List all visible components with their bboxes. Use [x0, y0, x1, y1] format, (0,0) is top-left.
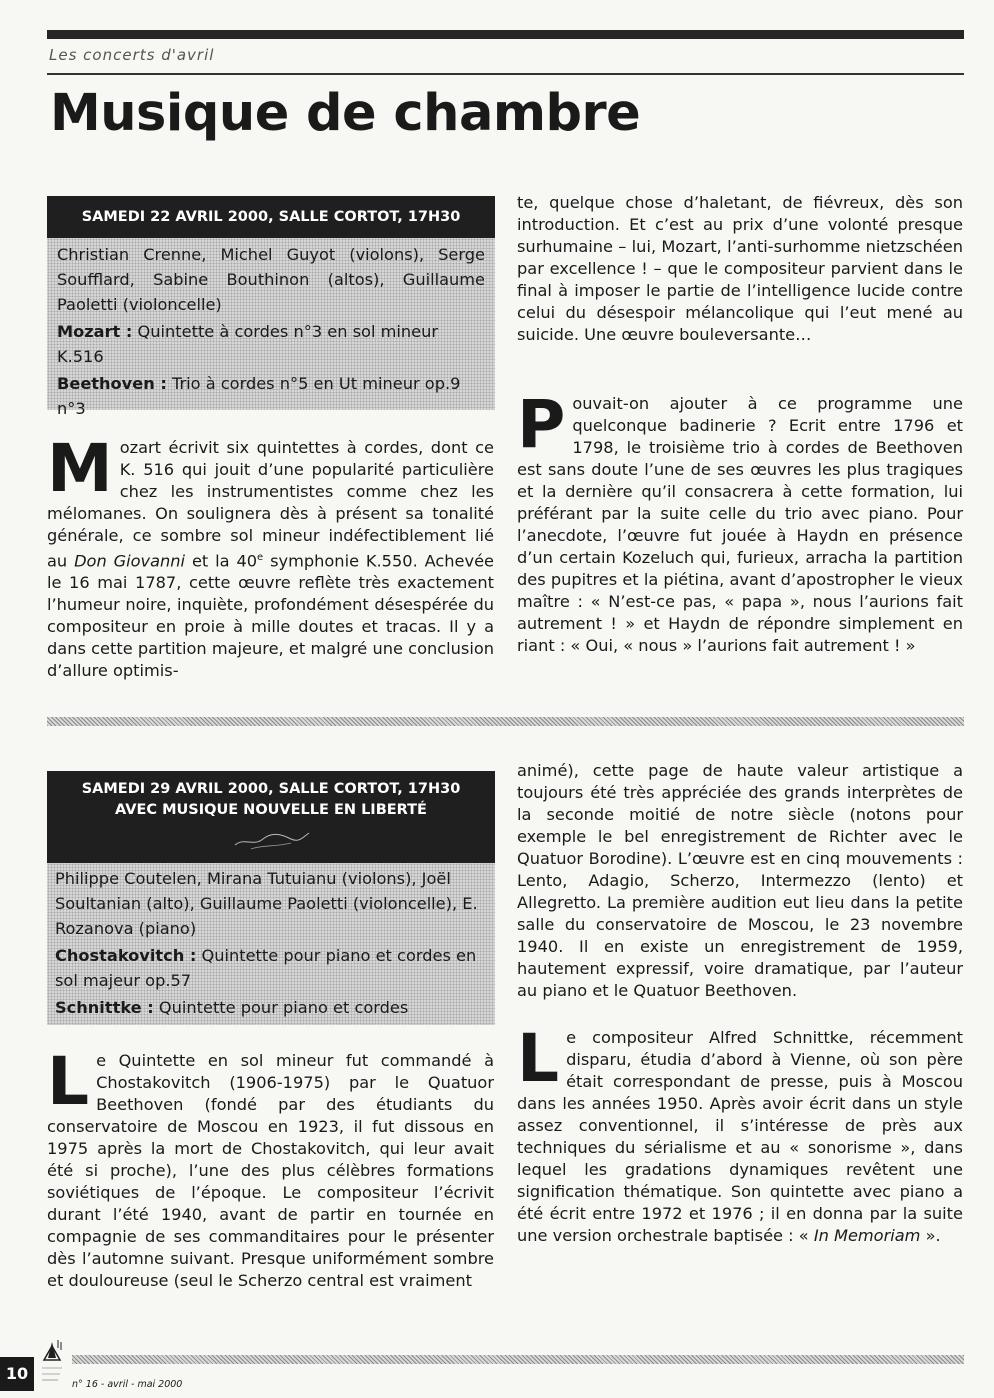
footer-separator	[72, 1355, 964, 1364]
concert-1-heading: SAMEDI 22 AVRIL 2000, SALLE CORTOT, 17H30	[47, 196, 495, 238]
issue-line: n° 16 - avril - mai 2000	[72, 1379, 183, 1390]
dropcap-m: M	[47, 430, 113, 507]
mozart-paragraph: Mozart écrivit six quintettes à cordes, dont ce K. 516 qui jouit d’une popularité particulière chez les instrumentistes comme chez les mélomanes. On soulignera dès à présent sa tonalité générale, ce sombre sol mineur indéfectiblement lié au Don Giovanni et la 40e symphonie K.550. Achevée le 16 mai 1787, cette œuvre reflète très exactement l’humeur noire, inquiète, profondément désespérée du compositeur en proie à mille doutes et tracas. Il y a dans cette partition majeure, et malgré une conclusion d’allure optimis-	[47, 430, 495, 681]
schnittke-paragraph: Le compositeur Alfred Schnittke, récemment disparu, étudia d’abord à Vienne, où son père était correspondant de presse, puis à Moscou dans les années 1950. Après avoir écrit dans un style assez conventionnel, il s’intéresse de près aux techniques du sérialisme et au « sonorisme », dans lequel les gradations dynamiques revêtent une signification thématique. Son quintette avec piano a été écrit entre 1972 et 1976 ; il en donna par la suite une version orchestrale baptisée : « In Memoriam ».	[517, 1020, 963, 1245]
concert-1-details	[47, 238, 495, 418]
header-divider	[47, 73, 964, 75]
concert-box-1	[47, 196, 495, 418]
chostakovitch-paragraph: Le Quintette en sol mineur fut commandé à Chostakovitch (1906-1975) par le Quatuor Beethoven (fondé par des étudiants du conservatoire de Moscou en 1923, il fut dissous en 1975 après la mort de Chostakovitch, qui leur avait été si proche), l’une des plus célèbres formations soviétiques de l’époque. Le compositeur l’écrivit durant l’été 1940, avant de partir en tournée en compagnie de ses commanditaires pour le présenter dès l’automne suivant. Presque uniformément sombre et douloureuse (seul le Scherzo central est vraiment	[47, 1043, 494, 1290]
concert-2-heading: SAMEDI 29 AVRIL 2000, SALLE CORTOT, 17H30 AVEC MUSIQUE NOUVELLE EN LIBERTÉ	[47, 771, 495, 863]
signature-scribble	[231, 827, 311, 851]
concert-2-performers: Philippe Coutelen, Mirana Tutuianu (violons), Joël Soultanian (alto), Guillaume Paoletti (violoncelle), E. Rozanova (piano)	[55, 869, 478, 938]
concert-box-2	[47, 771, 495, 1025]
concert-2-work-1: Chostakovitch : Quintette pour piano et cordes en sol majeur op.57	[55, 946, 477, 990]
publisher-logo-icon	[38, 1338, 66, 1390]
concert-1-work-1: Mozart : Quintette à cordes n°3 en sol mineur K.516	[57, 322, 439, 366]
mozart-paragraph-continued: te, quelque chose d’haletant, de fiévreux, dès son introduction. Et c’est au prix d’une volonté presque surhumaine – lui, Mozart, l’anti-surhomme nietzschéen par excellence ! – que le compositeur parvient dans le final à imposer le partie de l’intelligence lucide contre celui du désespoir mélancolique qui l’eut mené au suicide. Une œuvre bouleversante…	[517, 193, 963, 344]
concert-1-work-2: Beethoven : Trio à cordes n°5 en Ut mineur op.9 n°3	[57, 374, 461, 418]
dropcap-l-2: L	[517, 1020, 560, 1097]
dropcap-p: P	[517, 386, 566, 463]
chostakovitch-paragraph-continued: animé), cette page de haute valeur artistique a toujours été très appréciée des grands interprètes de la seconde moitié de notre siècle (notons pour exemple le bel enregistrement de Richter avec le Quatuor Borodine). L’œuvre est en cinq mouvements : Lento, Adagio, Scherzo, Intermezzo (lento) et Allegretto. La première audition eut lieu dans la petite salle du conservatoire de Moscou, le 23 novembre 1940. Il en existe un enregistrement de 1959, hautement expressif, voire dramatique, par l’auteur au piano et le Quatuor Beethoven.	[517, 761, 963, 1000]
beethoven-paragraph: Pouvait-on ajouter à ce programme une quelconque badinerie ? Ecrit entre 1796 et 1798, le troisième trio à cordes de Beethoven est sans doute l’une de ses œuvres les plus tragiques et la dernière qu’il consacrera à cette formation, lui préférant par la suite celle du trio avec piano. Pour l’anecdote, l’œuvre fut jouée à Haydn en présence d’un certain Kozeluch qui, furieux, arracha la partition des pupitres et la piétina, avant d’apostropher le vieux maître : « N’est-ce pas, « papa », nous l’aurions fait autrement ! » et Haydn de répondre simplement en riant : « Oui, « nous » l’aurions fait autrement ! »	[517, 386, 963, 655]
concert-1-performers: Christian Crenne, Michel Guyot (violons), Serge Soufflard, Sabine Bouthinon (altos), Guillaume Paoletti (violoncelle)	[57, 245, 485, 314]
concert-2-work-2: Schnittke : Quintette pour piano et cordes	[55, 998, 409, 1017]
section-label: Les concerts d'avril	[49, 46, 215, 64]
page-title: Musique de chambre	[50, 84, 641, 143]
dropcap-l-1: L	[47, 1043, 90, 1120]
concert-2-details	[47, 863, 495, 1025]
section-separator	[47, 717, 964, 726]
page-number: 10	[0, 1357, 34, 1391]
top-rule	[47, 30, 964, 39]
